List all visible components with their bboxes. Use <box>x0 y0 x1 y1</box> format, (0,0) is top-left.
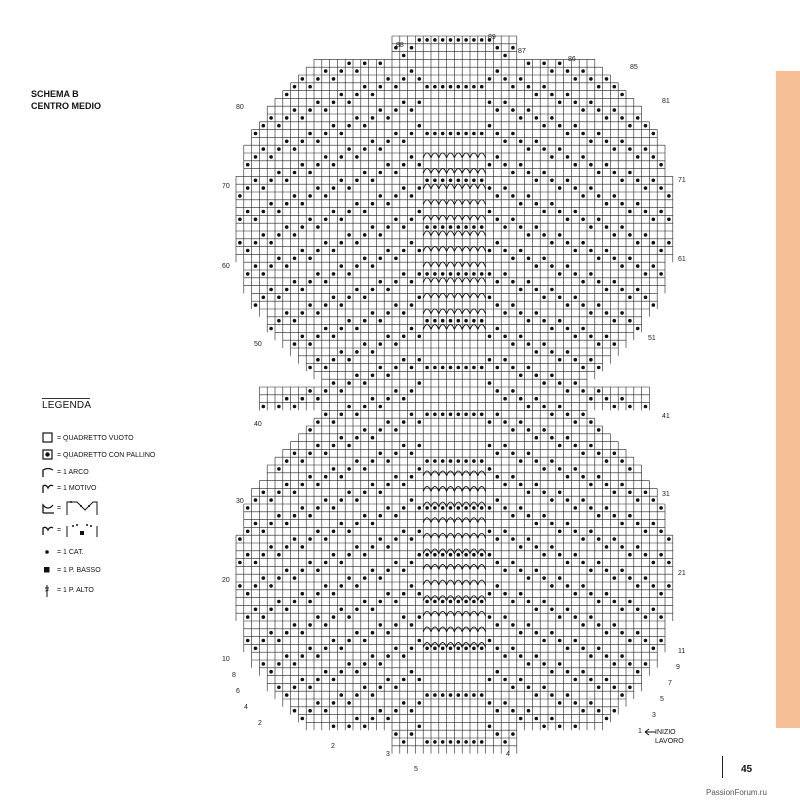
legend-item-motif <box>42 482 96 494</box>
motif-variant-b-diagram-icon <box>65 522 99 538</box>
row-label-right: 51 <box>648 335 656 342</box>
legend-item-dotted-square <box>42 449 155 461</box>
row-label-top: 86 <box>568 56 576 63</box>
row-label-top: 88 <box>396 42 404 49</box>
motif-variant-b-icon <box>42 524 54 536</box>
legend-label: = 1 ARCO <box>57 468 89 476</box>
row-label-left: 20 <box>222 577 230 584</box>
motif-icon <box>42 482 54 494</box>
legend-label: = 1 P. BASSO <box>57 566 101 574</box>
legend-label: = QUADRETTO CON PALLINO <box>57 451 156 459</box>
legend-title: LEGENDA <box>42 400 92 411</box>
legend-item-motif-variant-b <box>42 522 99 538</box>
row-label-left: 4 <box>244 704 248 711</box>
legend-label: = 1 P. ALTO <box>57 586 94 594</box>
grid-lines <box>236 36 673 754</box>
legend-label: = <box>57 504 62 512</box>
legend-label: = 1 MOTIVO <box>57 484 97 492</box>
legend-label: = <box>57 526 62 534</box>
page-divider <box>722 756 723 778</box>
chain-dot-icon <box>42 546 54 558</box>
side-color-tab <box>776 71 800 728</box>
schema-title-line2: CENTRO MEDIO <box>31 101 102 111</box>
row-label-left: 10 <box>222 656 230 663</box>
start-note-line1: INIZIO <box>655 729 676 736</box>
legend-item-motif-variant-a <box>42 500 99 516</box>
row-label-right: 9 <box>676 664 680 671</box>
start-note <box>655 728 684 746</box>
row-label-right: 11 <box>678 648 686 655</box>
row-label-left: 6 <box>236 688 240 695</box>
row-label-left: 8 <box>232 672 236 679</box>
dotted-square-icon <box>42 449 54 461</box>
row-label-bottom: 3 <box>386 751 390 758</box>
legend-item-single-crochet <box>42 564 101 576</box>
legend-item-arc <box>42 466 89 478</box>
row-label-right: 31 <box>662 491 670 498</box>
legend-item-double-crochet <box>42 584 94 596</box>
double-crochet-icon <box>42 584 54 596</box>
row-label-bottom: 4 <box>506 751 510 758</box>
empty-square-icon <box>42 432 54 444</box>
row-label-left: 40 <box>254 421 262 428</box>
row-label-right: 21 <box>678 570 686 577</box>
start-note-line2: LAVORO <box>655 738 684 745</box>
single-crochet-square-icon <box>42 564 54 576</box>
row-label-right: 7 <box>668 680 672 687</box>
row-label-left: 80 <box>236 104 244 111</box>
arc-icon <box>42 466 54 478</box>
row-label-left: 70 <box>222 183 230 190</box>
row-label-top: 89 <box>488 34 496 41</box>
row-label-bottom: 2 <box>331 743 335 750</box>
row-label-bottom: 5 <box>414 766 418 773</box>
legend <box>42 398 212 594</box>
legend-item-chain <box>42 546 84 558</box>
row-label-right: 5 <box>660 696 664 703</box>
schema-title-line1: SCHEMA B <box>31 89 79 99</box>
row-label-top: 87 <box>518 48 526 55</box>
row-label-right: 61 <box>678 256 686 263</box>
row-label-left: 60 <box>222 263 230 270</box>
row-label-left: 30 <box>236 498 244 505</box>
watermark: PassionForum.ru <box>706 788 767 797</box>
chart-grid <box>236 36 673 754</box>
row-label-right: 3 <box>652 712 656 719</box>
row-label-right: 81 <box>662 98 670 105</box>
row-label-top: 85 <box>630 64 638 71</box>
row-label-right: 41 <box>662 413 670 420</box>
row-label-left: 50 <box>254 341 262 348</box>
motif-variant-a-icon <box>42 502 54 514</box>
motif-variant-a-diagram-icon <box>65 500 99 516</box>
row-label-left: 2 <box>258 720 262 727</box>
row-label-right: 1 <box>638 728 642 735</box>
page-number: 45 <box>741 764 753 775</box>
legend-label: = 1 CAT. <box>57 548 84 556</box>
row-label-right: 71 <box>678 177 686 184</box>
legend-item-empty-square <box>42 432 134 444</box>
legend-label: = QUADRETTO VUOTO <box>57 434 134 442</box>
